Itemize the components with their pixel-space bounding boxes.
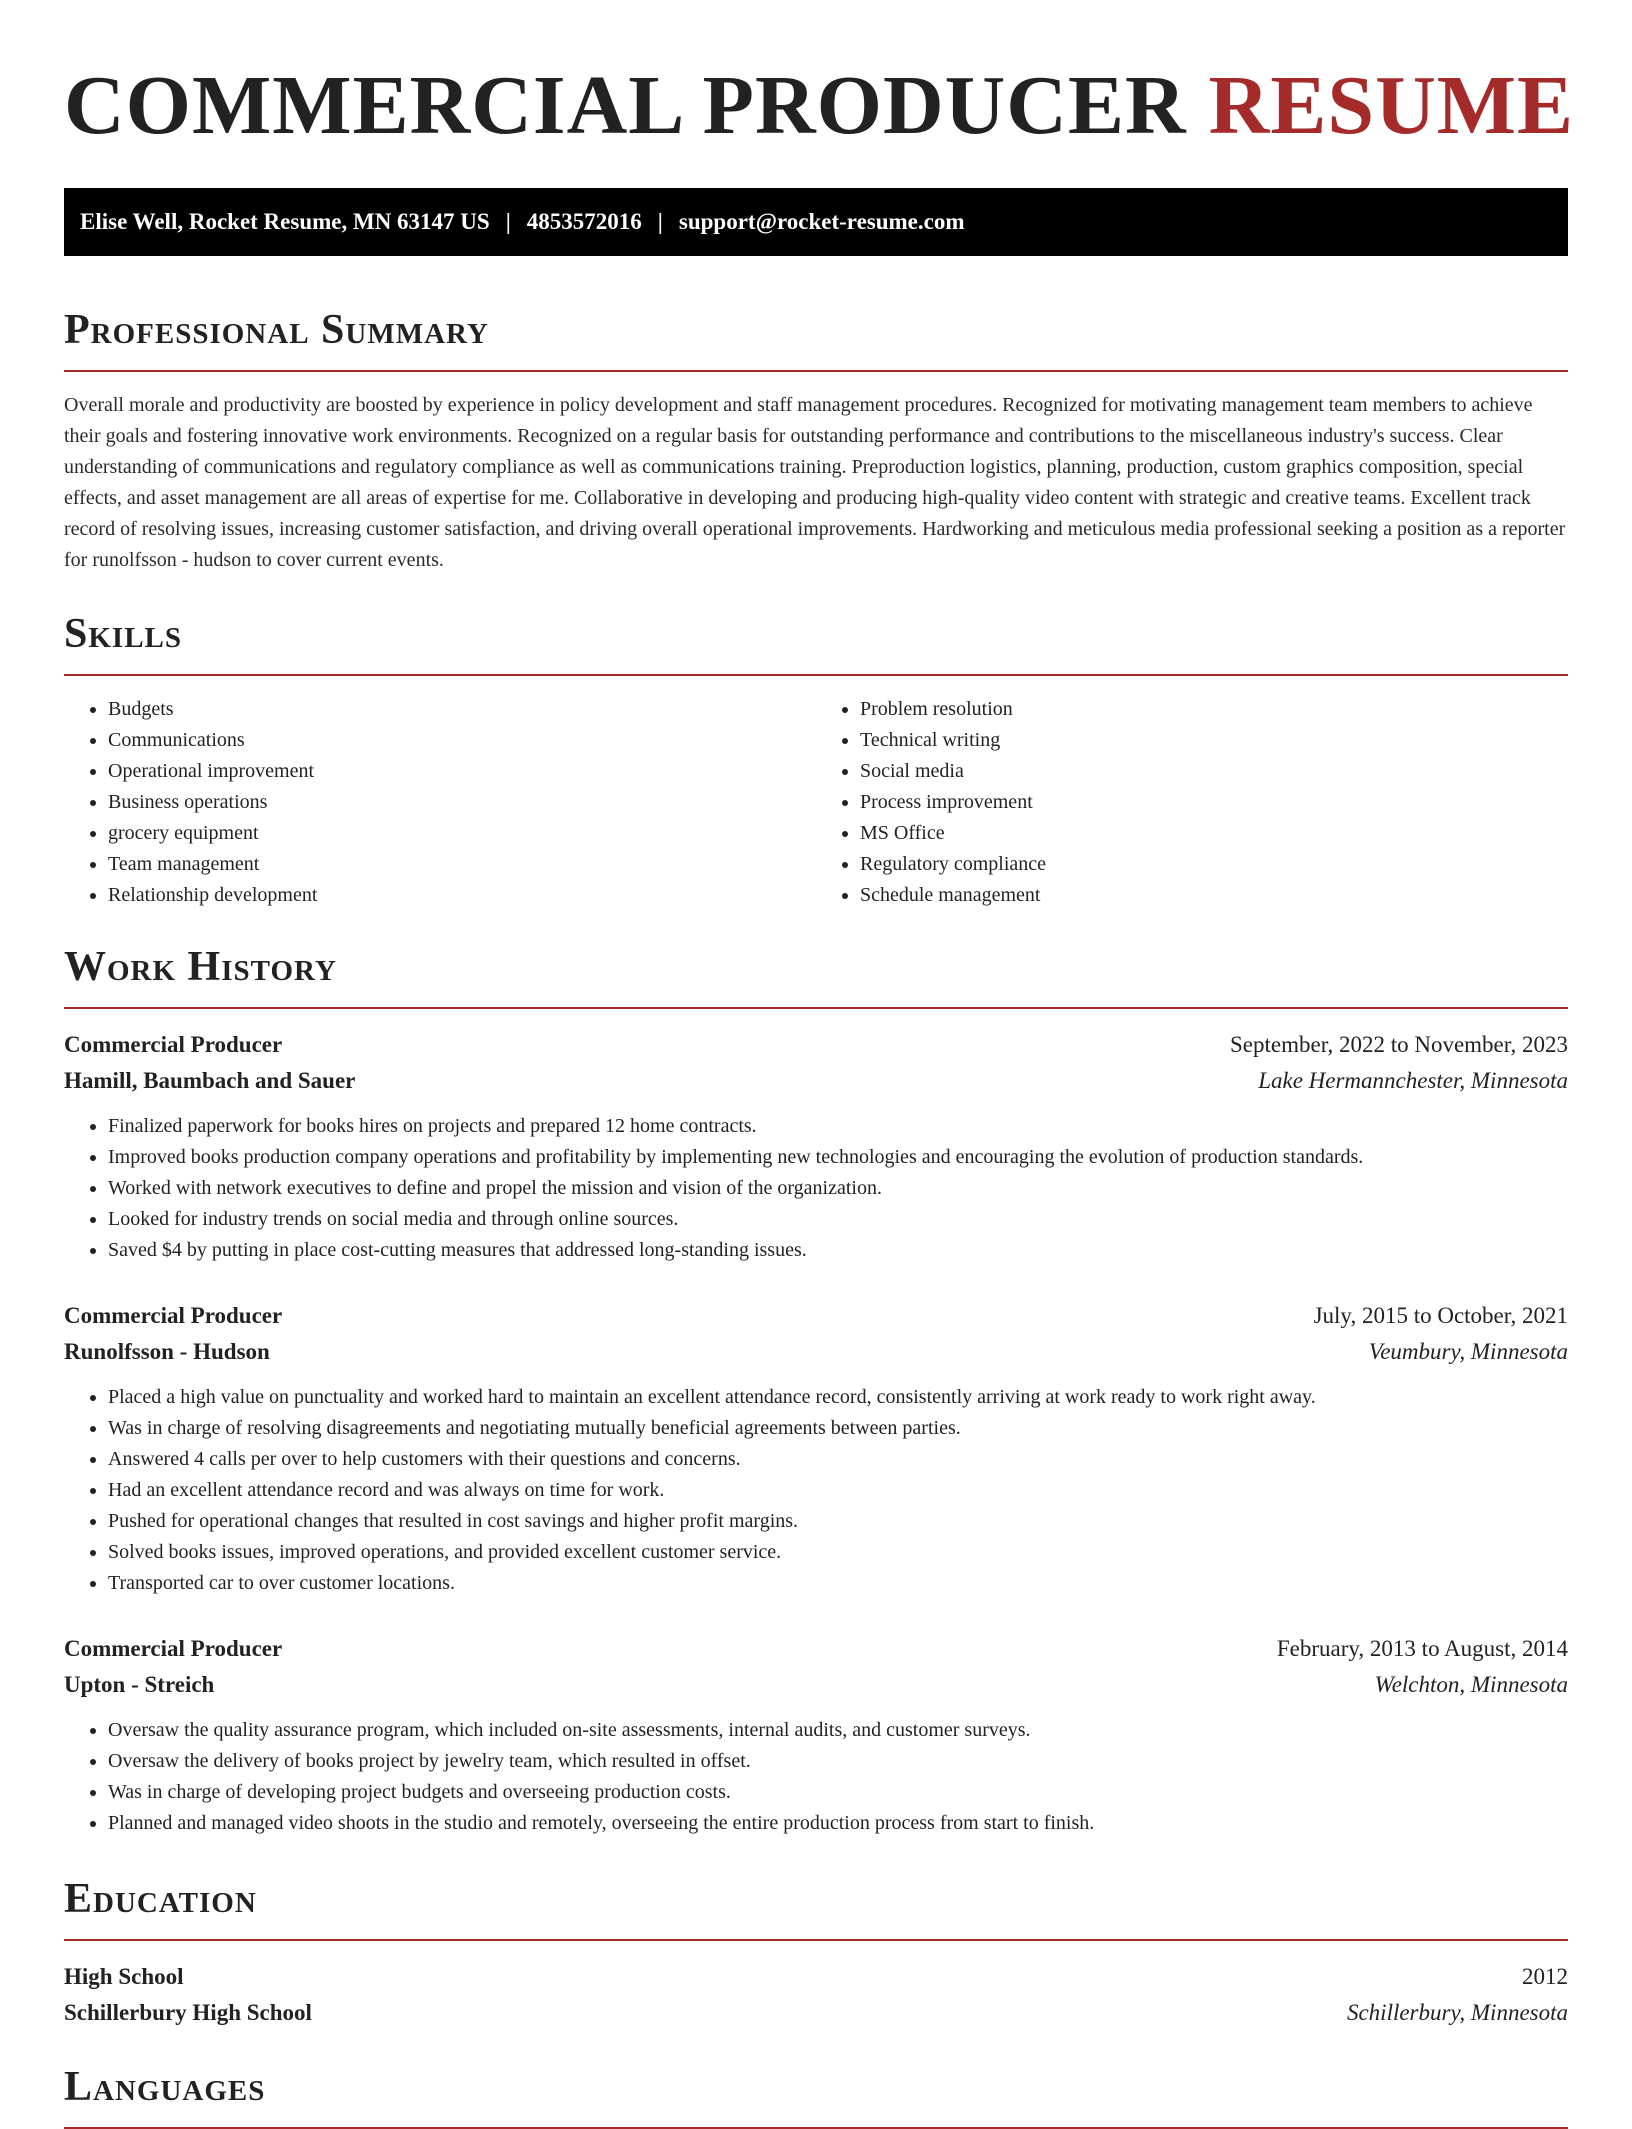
job-title-row bbox=[64, 1298, 1568, 1334]
job-location: Veumbury, Minnesota bbox=[1368, 1339, 1568, 1364]
job-title-row bbox=[64, 1027, 1568, 1063]
contact-bar bbox=[64, 188, 1568, 256]
job-company-row bbox=[64, 1063, 1568, 1099]
education-location: Schillerbury, Minnesota bbox=[1346, 2000, 1568, 2025]
skills-list-left bbox=[64, 694, 816, 911]
education-year: 2012 bbox=[1522, 1964, 1568, 1989]
section-divider bbox=[64, 674, 1568, 676]
job-bullet: • Looked for industry trends on social media and through online sources. bbox=[108, 1204, 1568, 1235]
job-bullet: • Solved books issues, improved operations, and provided excellent customer service. bbox=[108, 1537, 1568, 1568]
job-bullets bbox=[64, 1111, 1568, 1266]
skill-item: • Process improvement bbox=[860, 787, 1568, 818]
job-company: Upton - Streich bbox=[64, 1672, 215, 1697]
work-history-heading: Work History bbox=[64, 944, 337, 990]
job-bullet: • Was in charge of developing project budgets and overseeing production costs. bbox=[108, 1777, 1568, 1808]
skill-item: • Social media bbox=[860, 756, 1568, 787]
skill-item: • grocery equipment bbox=[108, 818, 816, 849]
job-location: Welchton, Minnesota bbox=[1374, 1672, 1568, 1697]
job-company: Hamill, Baumbach and Sauer bbox=[64, 1068, 356, 1093]
job-location: Lake Hermannchester, Minnesota bbox=[1258, 1068, 1568, 1093]
skill-item: • Schedule management bbox=[860, 880, 1568, 911]
education-degree-row bbox=[64, 1959, 1568, 1995]
job-bullet: • Transported car to over customer locations. bbox=[108, 1568, 1568, 1599]
job-entry bbox=[64, 1027, 1568, 1266]
skill-item: • Team management bbox=[108, 849, 816, 880]
job-title: Commercial Producer bbox=[64, 1303, 283, 1328]
job-bullet: • Had an excellent attendance record and was always on time for work. bbox=[108, 1475, 1568, 1506]
job-dates: July, 2015 to October, 2021 bbox=[1313, 1303, 1568, 1328]
section-divider bbox=[64, 1939, 1568, 1941]
section-divider bbox=[64, 1007, 1568, 1009]
skill-item: • MS Office bbox=[860, 818, 1568, 849]
job-title-row bbox=[64, 1631, 1568, 1667]
summary-text: Overall morale and productivity are boosted by experience in policy development and staff management procedures. Recognized for motivating management team members to achieve their goals and fostering innovative work environments. Recognized on a regular basis for outstanding performance and contributions to the miscellaneous industry's success. Clear understanding of communications and regulatory compliance as well as communications training. Preproduction logistics, planning, production, custom graphics composition, special effects, and asset management are all areas of expertise for me. Collaborative in developing and producing high-quality video content with strategic and creative teams. Excellent track record of resolving issues, increasing customer satisfaction, and driving overall operational improvements. Hardworking and meticulous media professional seeking a position as a reporter for runolfsson - hudson to cover current events. bbox=[64, 394, 1566, 571]
job-entry bbox=[64, 1298, 1568, 1599]
section-divider bbox=[64, 370, 1568, 372]
contact-phone: 4853572016 bbox=[526, 209, 642, 234]
contact-separator: | bbox=[657, 209, 663, 234]
contact-separator: | bbox=[505, 209, 511, 234]
skill-item: • Relationship development bbox=[108, 880, 816, 911]
job-company: Runolfsson - Hudson bbox=[64, 1339, 270, 1364]
skills-columns bbox=[64, 694, 1568, 911]
contact-address: Elise Well, Rocket Resume, MN 63147 US bbox=[80, 209, 490, 234]
education-section bbox=[64, 1871, 1568, 2031]
job-title: Commercial Producer bbox=[64, 1032, 283, 1057]
job-bullet: • Oversaw the quality assurance program, which included on-site assessments, internal audits, and customer surveys. bbox=[108, 1715, 1568, 1746]
title-main: COMMERCIAL PRODUCER bbox=[64, 59, 1187, 152]
skills-list-right bbox=[816, 694, 1568, 911]
job-company-row bbox=[64, 1334, 1568, 1370]
summary-section bbox=[64, 302, 1568, 576]
job-bullet: • Placed a high value on punctuality and worked hard to maintain an excellent attendance record, consistently arriving at work ready to work right away. bbox=[108, 1382, 1568, 1413]
job-bullet: • Saved $4 by putting in place cost-cutting measures that addressed long-standing issues. bbox=[108, 1235, 1568, 1266]
work-history-section bbox=[64, 939, 1568, 1839]
education-heading: Education bbox=[64, 1876, 257, 1922]
job-bullets bbox=[64, 1382, 1568, 1599]
education-school-row bbox=[64, 1995, 1568, 2031]
job-dates: February, 2013 to August, 2014 bbox=[1276, 1636, 1568, 1661]
job-bullet: • Improved books production company operations and profitability by implementing new technologies and encouraging the evolution of production standards. bbox=[108, 1142, 1568, 1173]
summary-heading: Professional Summary bbox=[64, 307, 489, 353]
resume-title bbox=[64, 0, 1575, 156]
skill-item: • Communications bbox=[108, 725, 816, 756]
skill-item: • Operational improvement bbox=[108, 756, 816, 787]
languages-heading: Languages bbox=[64, 2064, 266, 2110]
job-bullet: • Oversaw the delivery of books project by jewelry team, which resulted in offset. bbox=[108, 1746, 1568, 1777]
skill-item: • Technical writing bbox=[860, 725, 1568, 756]
job-title: Commercial Producer bbox=[64, 1636, 283, 1661]
job-company-row bbox=[64, 1667, 1568, 1703]
job-dates: September, 2022 to November, 2023 bbox=[1230, 1032, 1568, 1057]
job-bullet: • Planned and managed video shoots in the studio and remotely, overseeing the entire production process from start to finish. bbox=[108, 1808, 1568, 1839]
title-accent: RESUME bbox=[1208, 59, 1575, 152]
skill-item: • Business operations bbox=[108, 787, 816, 818]
job-bullet: • Finalized paperwork for books hires on projects and prepared 12 home contracts. bbox=[108, 1111, 1568, 1142]
job-entry bbox=[64, 1631, 1568, 1839]
skill-item: • Regulatory compliance bbox=[860, 849, 1568, 880]
skill-item: • Budgets bbox=[108, 694, 816, 725]
job-bullet: • Answered 4 calls per over to help customers with their questions and concerns. bbox=[108, 1444, 1568, 1475]
job-bullet: • Was in charge of resolving disagreements and negotiating mutually beneficial agreements between parties. bbox=[108, 1413, 1568, 1444]
education-degree: High School bbox=[64, 1964, 184, 1989]
job-bullet: • Worked with network executives to define and propel the mission and vision of the organization. bbox=[108, 1173, 1568, 1204]
languages-section bbox=[64, 2059, 1568, 2129]
skills-section bbox=[64, 606, 1568, 911]
contact-email: support@rocket-resume.com bbox=[678, 209, 965, 234]
job-bullet: • Pushed for operational changes that resulted in cost savings and higher profit margins. bbox=[108, 1506, 1568, 1537]
skill-item: • Problem resolution bbox=[860, 694, 1568, 725]
job-bullets bbox=[64, 1715, 1568, 1839]
skills-heading: Skills bbox=[64, 611, 183, 657]
education-school: Schillerbury High School bbox=[64, 2000, 312, 2025]
